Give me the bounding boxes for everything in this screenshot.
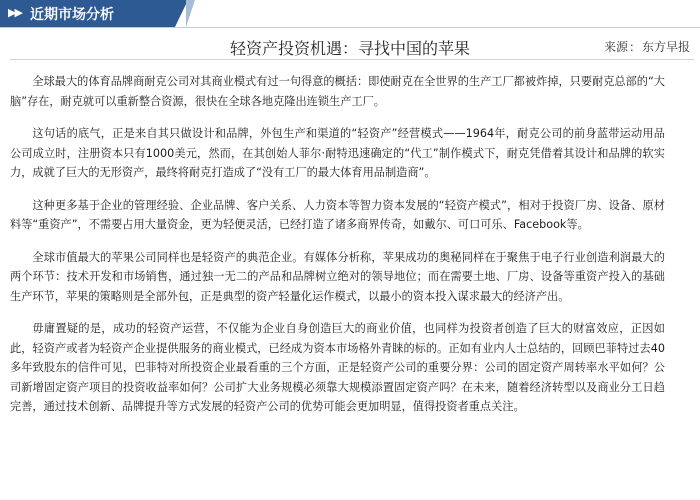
- article-title: 轻资产投资机遇：寻找中国的苹果: [229, 39, 470, 58]
- article-source: [604, 38, 690, 55]
- title-divider: [10, 59, 694, 60]
- source-label: 来源: [603, 40, 628, 54]
- paragraph: 毋庸置疑的是，成功的轻资产运营，不仅能为企业自身创造巨大的商业价值，也同样为投资者创造了巨大的财富效应，正因如此，轻资产或者为轻资产企业提供服务的商业模式，已经成为资本市场格外青睐的标的。正如有业内人士总结的，回顾巴菲特过去40多年致股东的信件可见，巴菲特对所投资企业最看重的三个方面，正是轻资产公司的重要分界：公司的固定资产周转率水平如何？公司新增固定资产项目的投资收益率如何？公司扩大业务规模必须靠大规模添置固定资产吗？在未来，随着经济转型以及商业分工日趋完善，通过技术创新、品牌提升等方式发展的轻资产公司的优势可能会更加明显，值得投资者重点关注。: [10, 322, 665, 413]
- section-banner: [0, 0, 700, 28]
- double-chevron-right-icon: ▶▶: [8, 6, 21, 19]
- paragraph: 全球市值最大的苹果公司同样也是轻资产的典范企业。有媒体分析称，苹果成功的奥秘同样在于聚焦于电子行业创造利润最大的两个环节：技术开发和市场销售，通过独一无二的产品和品牌树立绝对的领导地位；而在需要土地、厂房、设备等重资产投入的基础生产环节，苹果的策略则是全部外包，正是典型的资产轻量化运作模式，以最小的资本投入谋求最大的经济产出。: [10, 250, 665, 303]
- paragraph: 这种更多基于企业的管理经验、企业品牌、客户关系、人力资本等智力资本发展的“轻资产模式”，相对于投资厂房、设备、原材料等“重资产”，不需要占用大量资金，更为轻便灵活，已经打造了诸多商界传奇，如戴尔、可口可乐、Facebook等。: [10, 198, 665, 231]
- banner-accent: [186, 0, 195, 27]
- paragraph: 全球最大的体育品牌商耐克公司对其商业模式有过一句得意的概括：即使耐克在全世界的生产工厂都被炸掉，只要耐克总部的“大脑”存在，耐克就可以重新整合资源，很快在全球各地克隆出连锁生产工厂。: [10, 75, 665, 108]
- source-name: 东方早报: [641, 40, 690, 54]
- article-body: [10, 72, 665, 430]
- section-title: 近期市场分析: [30, 7, 114, 23]
- banner-tab: [0, 0, 175, 27]
- source-separator: ：: [628, 40, 641, 54]
- paragraph: 这句话的底气，正是来自其只做设计和品牌，外包生产和渠道的“轻资产”经营模式——1964年，耐克公司的前身蓝带运动用品公司成立时，注册资本只有1000美元，然而，在其创始人菲尔·耐特迅速确定的“代工”制作模式下，耐克凭借着其设计和品牌的软实力，成就了巨大的无形资产，最终将耐克打造成了“没有工厂的最大体育用品制造商”。: [10, 127, 665, 179]
